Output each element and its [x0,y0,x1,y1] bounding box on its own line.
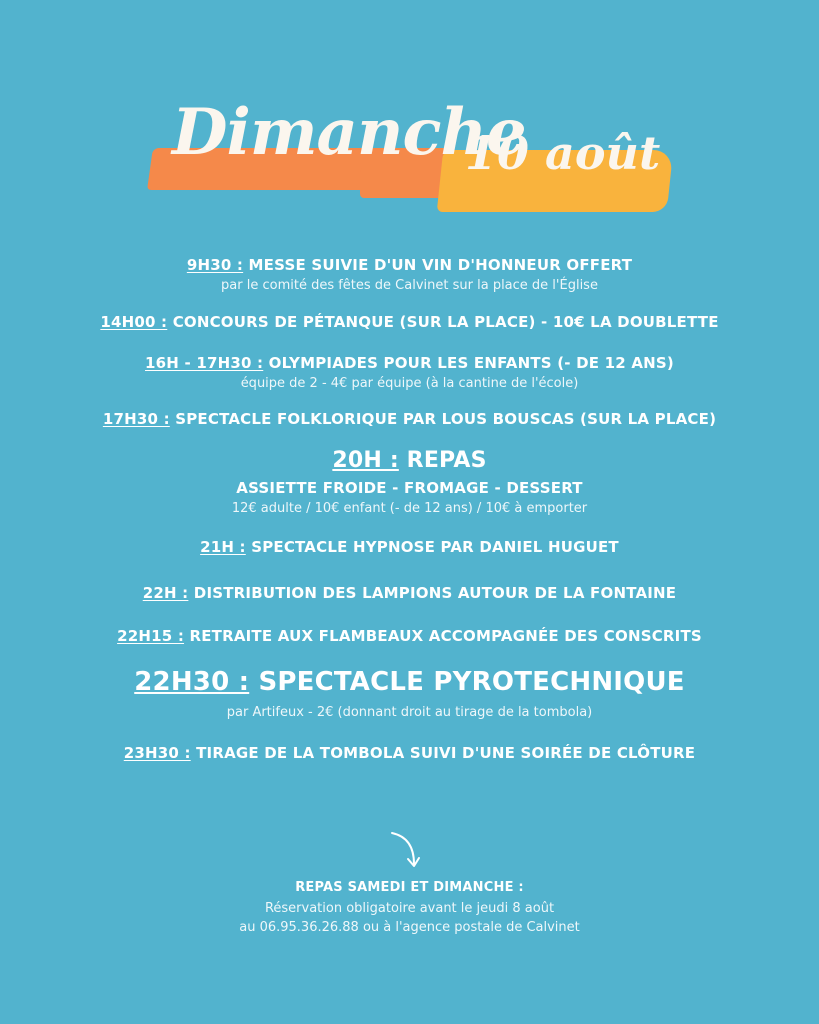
item-line2: ASSIETTE FROIDE - FROMAGE - DESSERT [236,479,583,497]
program-item-20h [0,448,819,516]
item-sub: équipe de 2 - 4€ par équipe (à la cantine de l'école) [240,376,579,391]
item-text: MESSE SUIVIE D'UN VIN D'HONNEUR OFFERT [243,256,633,274]
program-item-22h15 [0,627,819,645]
item-time: 17H30 : [102,410,170,428]
footer-line1: Réservation obligatoire avant le jeudi 8 août [264,901,555,916]
item-time: 14H00 : [100,313,168,331]
item-sub: 12€ adulte / 10€ enfant (- de 12 ans) / 10€ à emporter [231,501,588,516]
item-sub: par Artifeux - 2€ (donnant droit au tirage de la tombola) [226,705,593,720]
program-item-22h30 [0,667,819,720]
title-day: Dimanche [172,95,526,170]
item-time: 20H : [332,448,399,473]
item-sub: par le comité des fêtes de Calvinet sur la place de l'Église [221,278,598,293]
program-item-17h30 [0,410,819,428]
item-text: REPAS [398,448,487,473]
program-item-14h00 [0,313,819,331]
program-list [0,256,819,762]
item-text: CONCOURS DE PÉTANQUE (SUR LA PLACE) - 10€ LA DOUBLETTE [167,313,719,331]
item-text: SPECTACLE FOLKLORIQUE PAR LOUS BOUSCAS (SUR LA PLACE) [169,410,717,428]
footer-line2: au 06.95.36.26.88 ou à l'agence postale de Calvinet [239,920,580,935]
title-date: 10 août [465,126,661,180]
footer [0,880,819,935]
program-item-21h [0,538,819,556]
item-time: 22H15 : [117,627,185,645]
item-text: RETRAITE AUX FLAMBEAUX ACCOMPAGNÉE DES CONSCRITS [184,627,702,645]
item-time: 23H30 : [123,744,191,762]
header [0,0,819,240]
program-item-23h30 [0,744,819,762]
item-time: 22H : [142,584,189,602]
item-time: 16H - 17H30 : [145,354,264,372]
item-time: 22H30 : [134,667,250,697]
item-text: DISTRIBUTION DES LAMPIONS AUTOUR DE LA FONTAINE [188,584,677,602]
program-item-9h30 [0,256,819,293]
program-item-16h [0,354,819,391]
curved-arrow-down-icon [388,830,422,872]
item-text: OLYMPIADES POUR LES ENFANTS (- DE 12 ANS) [263,354,674,372]
program-item-22h [0,584,819,602]
item-text: SPECTACLE HYPNOSE PAR DANIEL HUGUET [245,538,619,556]
item-text: SPECTACLE PYROTECHNIQUE [249,667,685,697]
item-time: 21H : [200,538,246,556]
item-text: TIRAGE DE LA TOMBOLA SUIVI D'UNE SOIRÉE DE CLÔTURE [190,744,696,762]
item-time: 9H30 : [186,256,244,274]
footer-heading: REPAS SAMEDI ET DIMANCHE : [295,880,524,895]
